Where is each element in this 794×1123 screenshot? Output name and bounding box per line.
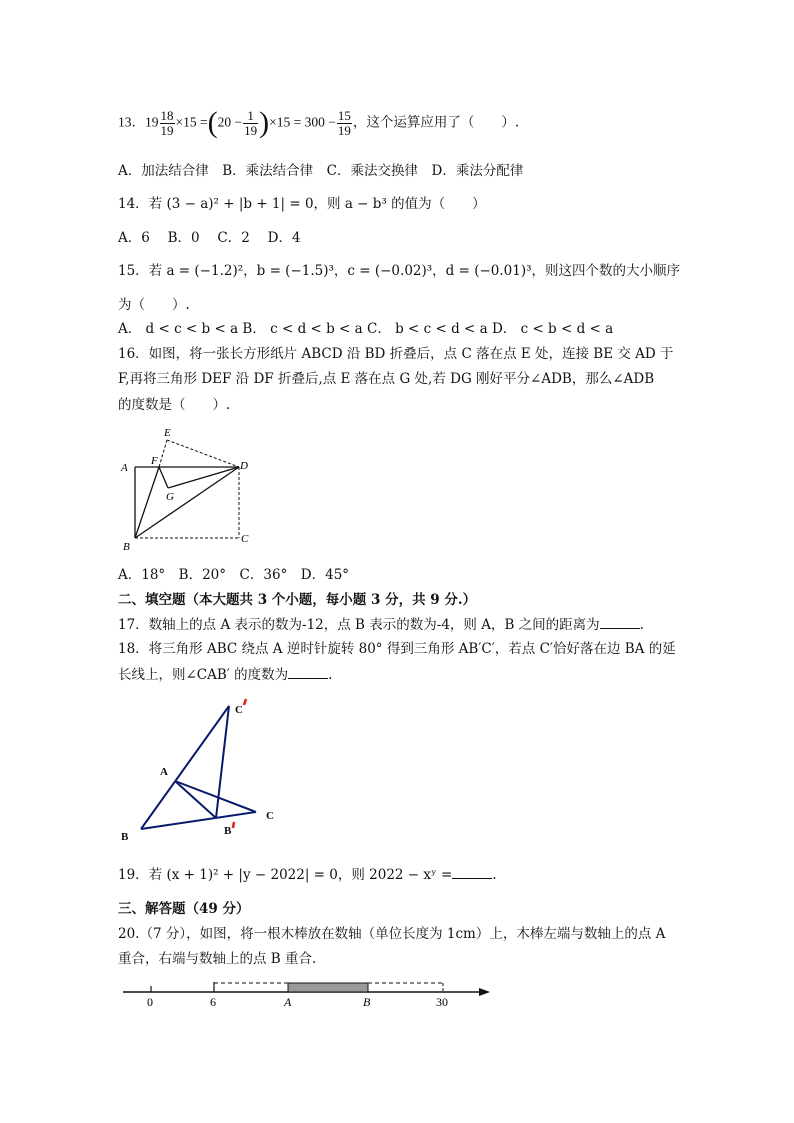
q13-stem: 13．19 $\frac{18}{19}$ ×15 =(20 − $\frac{1}{19}$ )×15 = 300 − $\frac{15}{19}$ ，这个运算应用了（ ）.	[118, 106, 520, 139]
axis-arrow-icon	[479, 988, 490, 996]
q14-options: A．6 B．0 C．2 D．4	[118, 230, 301, 246]
segment-BC-prime	[141, 706, 229, 829]
segment-BC	[141, 812, 256, 829]
prime-mark-C	[244, 699, 246, 705]
segment-FG	[159, 467, 168, 488]
q18-line-2: 长线上，则∠CAB′ 的度数为 .	[118, 667, 333, 683]
q19-answer-blank[interactable]	[452, 866, 492, 879]
segment-AC	[175, 781, 256, 812]
q20-line-2: 重合，右端与数轴上的点 B 重合.	[118, 951, 317, 967]
tick-label-6: 6	[210, 995, 216, 1008]
q18-rotation-figure	[115, 695, 290, 845]
q19-stem: 19．若 (x + 1)² + |y − 2022| = 0，则 2022 − xʸ = .	[118, 867, 497, 883]
segment-GD	[168, 467, 239, 488]
q15-stem-2: 为（ ）.	[118, 297, 190, 313]
section-2-title: 二、填空题（本大题共 3 个小题，每小题 3 分，共 9 分.）	[118, 592, 477, 608]
tick-label-B: B	[363, 995, 371, 1008]
label-B: B	[121, 831, 129, 843]
q13-fraction-3: $\frac{15}{19}$	[337, 107, 351, 138]
label-A: A	[160, 766, 168, 778]
q20-line-1: 20.（7 分），如图，将一根木棒放在数轴（单位长度为 1cm）上，木棒左端与数轴上的点 A	[118, 926, 666, 942]
q13-fraction-1: $\frac{18}{19}$	[160, 107, 174, 138]
q16-line-1: 16．如图，将一张长方形纸片 ABCD 沿 BD 折叠后，点 C 落在点 E 处，连接 BE 交 AD 于	[118, 346, 674, 362]
q16-options: A．18° B．20° C．36° D．45°	[118, 567, 350, 583]
segment-ED-dashed	[167, 440, 239, 467]
q15-stem: 15．若 a = (−1.2)²，b = (−1.5)³，c = (−0.02)³，d = (−0.01)³，则这四个数的大小顺序	[118, 263, 681, 279]
q18-line-1: 18．将三角形 ABC 绕点 A 逆时针旋转 80° 得到三角形 AB′C′，若点 C′恰好落在边 BA 的延	[118, 641, 676, 657]
tick-label-A: A	[284, 995, 292, 1008]
section-3-title: 三、解答题（49 分）	[118, 901, 250, 917]
segment-BF	[135, 467, 159, 538]
label-C: C	[241, 533, 249, 545]
label-G: G	[166, 491, 174, 503]
q20-number-line-figure	[118, 978, 498, 1008]
label-C: C	[266, 810, 274, 822]
q16-rectangle-fold-figure	[115, 420, 265, 555]
label-B-prime: B	[224, 825, 232, 837]
wooden-stick	[288, 983, 368, 992]
q14-stem: 14．若 (3 − a)² + |b + 1| = 0，则 a − b³ 的值为（ ）	[118, 196, 486, 212]
label-A: A	[121, 462, 128, 474]
segment-BD	[135, 467, 239, 538]
label-E: E	[164, 427, 171, 439]
q13-fraction-2: $\frac{1}{19}$	[244, 107, 258, 138]
segment-EF-dashed	[159, 440, 167, 467]
tick-label-0: 0	[147, 995, 153, 1008]
q18-answer-blank[interactable]	[288, 666, 328, 679]
tick-label-30: 30	[436, 995, 448, 1008]
q17-answer-blank[interactable]	[600, 616, 640, 629]
q17-stem: 17．数轴上的点 A 表示的数为-12，点 B 表示的数为-4，则 A，B 之间的距离为 .	[118, 617, 644, 633]
label-C-prime: C	[235, 704, 243, 716]
q15-options: A． d < c < b < a B． c < d < b < a C． b < c < d < a D． c < b < d < a	[118, 321, 614, 337]
q16-line-3: 的度数是（ ）.	[118, 397, 231, 413]
label-F: F	[151, 455, 158, 467]
label-B: B	[123, 541, 130, 553]
label-D: D	[240, 460, 248, 472]
prime-mark-B	[233, 822, 234, 828]
segment-AB-prime	[175, 781, 216, 818]
q13-options: A．加法结合律 B．乘法结合律 C．乘法交换律 D．乘法分配律	[118, 163, 524, 179]
q16-line-2: F,再将三角形 DEF 沿 DF 折叠后,点 E 落在点 G 处,若 DG 刚好平分∠ADB，那么∠ADB	[118, 371, 655, 387]
